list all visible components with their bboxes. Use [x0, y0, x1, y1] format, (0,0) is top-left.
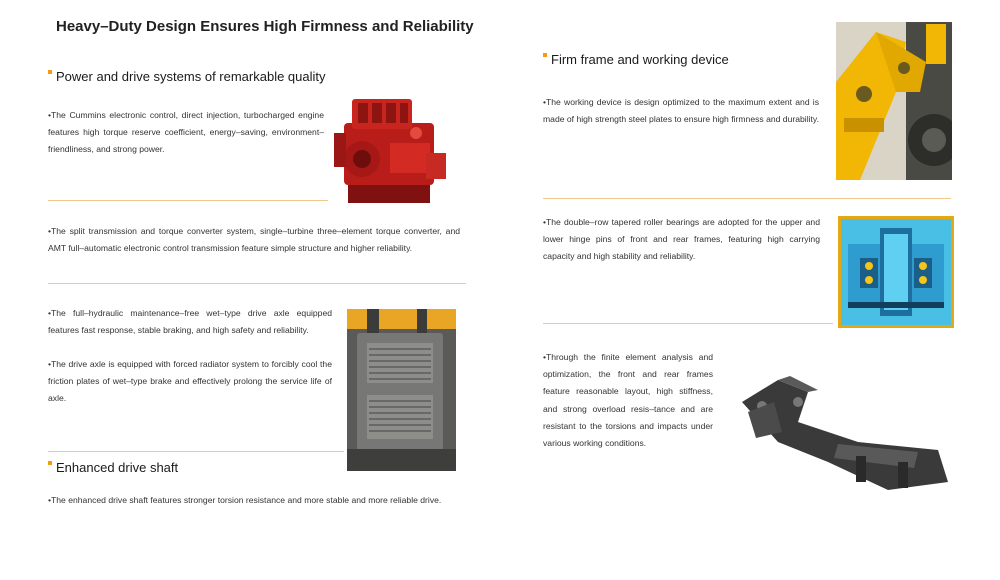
divider [48, 283, 466, 284]
divider [543, 198, 951, 199]
divider [48, 451, 344, 452]
frame-image [738, 372, 952, 496]
divider [48, 200, 328, 201]
hinge-diagram-image [838, 216, 954, 328]
paragraph-roller-bearings: •The double–row tapered roller bearings are adopted for the upper and lower hinge pins of front and rear frames, featuring high carrying capacity and high stability and reliability. [543, 217, 820, 262]
paragraph-radiator: •The drive axle is equipped with forced radiator system to forcibly cool the friction plates of wet–type brake and effectively prolong the service life of axle. [48, 359, 332, 404]
paragraph-working-device: •The working device is design optimized to the maximum extent and is made of high strength steel plates to ensure high firmness and durability. [543, 97, 819, 125]
section-marker [543, 53, 547, 57]
divider [543, 323, 833, 324]
section-marker [48, 70, 52, 74]
loader-arm-image [836, 22, 952, 180]
page-title: Heavy–Duty Design Ensures High Firmness and Reliability [56, 18, 474, 35]
engine-image [330, 93, 456, 217]
section-title-drive-shaft [48, 460, 178, 475]
section-title-power [48, 69, 326, 84]
paragraph-drive-axle: •The full–hydraulic maintenance–free wet–type drive axle equipped features fast response, stable braking, and high safety and reliability. [48, 308, 332, 336]
section-marker [48, 461, 52, 465]
section-title-frame [543, 52, 729, 67]
paragraph-engine: •The Cummins electronic control, direct injection, turbocharged engine features high torque reserve coefficient, energy–saving, environment–friendliness, and strong power. [48, 110, 324, 155]
radiator-image [347, 309, 456, 471]
section-title-frame-text: Firm frame and working device [551, 52, 729, 67]
paragraph-transmission: •The split transmission and torque converter system, single–turbine three–element torque converter, and AMT full–automatic electronic control transmission feature simple structure and higher reliability. [48, 226, 460, 254]
paragraph-finite-element: •Through the finite element analysis and optimization, the front and rear frames feature reasonable layout, high stiffness, and strong overload resis–tance and are resistant to the torsions and impacts under various working conditions. [543, 352, 713, 449]
section-title-drive-shaft-text: Enhanced drive shaft [56, 460, 179, 475]
paragraph-drive-shaft: •The enhanced drive shaft features stronger torsion resistance and more stable and more reliable drive. [48, 495, 442, 505]
section-title-power-text: Power and drive systems of remarkable quality [56, 69, 326, 84]
